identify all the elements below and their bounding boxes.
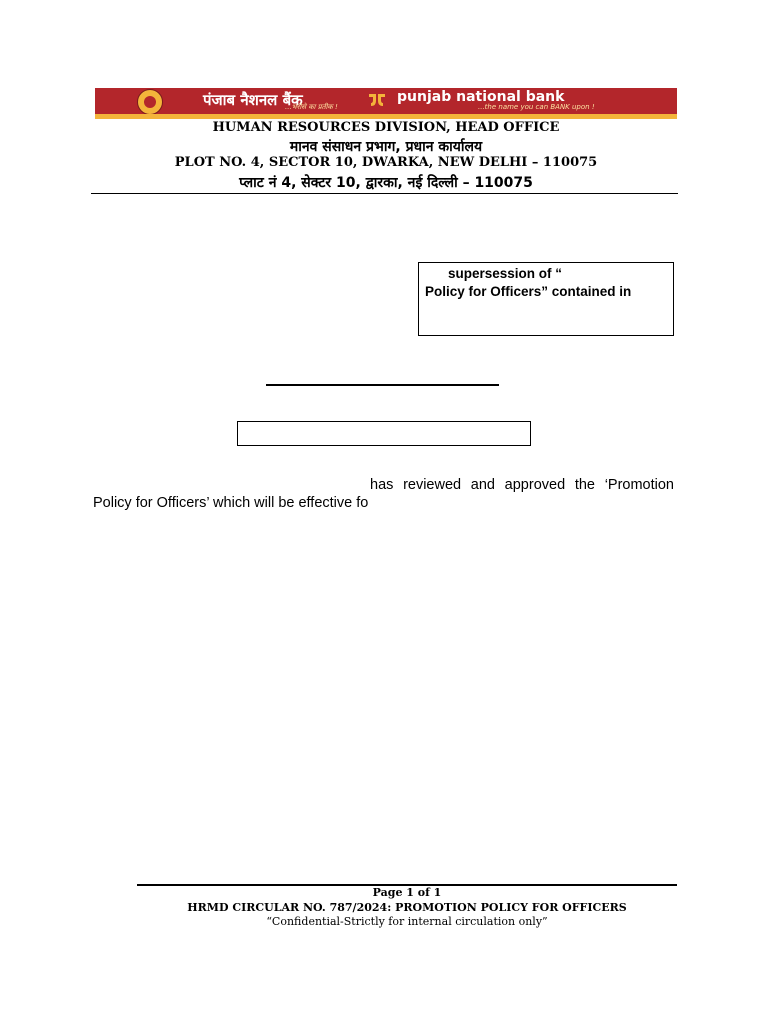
office-name-english: HUMAN RESOURCES DIVISION, HEAD OFFICE	[212, 120, 560, 135]
letterhead-banner	[95, 88, 677, 114]
body-text-line: Policy for Officers’ which will be effective fo	[93, 495, 369, 511]
office-address-english: PLOT NO. 4, SECTOR 10, DWARKA, NEW DELHI – 110075	[174, 155, 598, 170]
office-address-hindi: प्लाट नं 4, सेक्टर 10, द्वारका, नई दिल्ली – 110075	[239, 175, 533, 191]
page-number: Page 1 of 1	[372, 886, 442, 899]
office-name-hindi: मानव संसाधन प्रभाग, प्रधान कार्यालय	[289, 139, 483, 155]
tagline-english: ...the name you can BANK upon !	[478, 103, 595, 111]
signature-rule	[266, 384, 499, 386]
body-text-line: has reviewed and approved the ‘Promotion	[370, 477, 674, 493]
subject-box	[418, 262, 674, 336]
pnb-logo-icon	[367, 92, 387, 108]
header-divider	[91, 193, 678, 194]
bank-name-english: punjab national bank	[397, 89, 565, 105]
subject-line: supersession of “	[448, 266, 563, 281]
subject-line: Policy for Officers” contained in	[425, 284, 632, 299]
bank-name-hindi: पंजाब नैशनल बैंक	[203, 91, 303, 109]
banner-stripe	[95, 114, 677, 119]
tagline-hindi: ...भरोसे का प्रतीक !	[285, 103, 338, 111]
circular-title: HRMD CIRCULAR NO. 787/2024: PROMOTION POLICY FOR OFFICERS	[187, 901, 627, 914]
confidential-note: “Confidential-Strictly for internal circulation only”	[266, 915, 548, 928]
reference-box	[237, 421, 531, 446]
bank-emblem-icon	[137, 89, 163, 114]
